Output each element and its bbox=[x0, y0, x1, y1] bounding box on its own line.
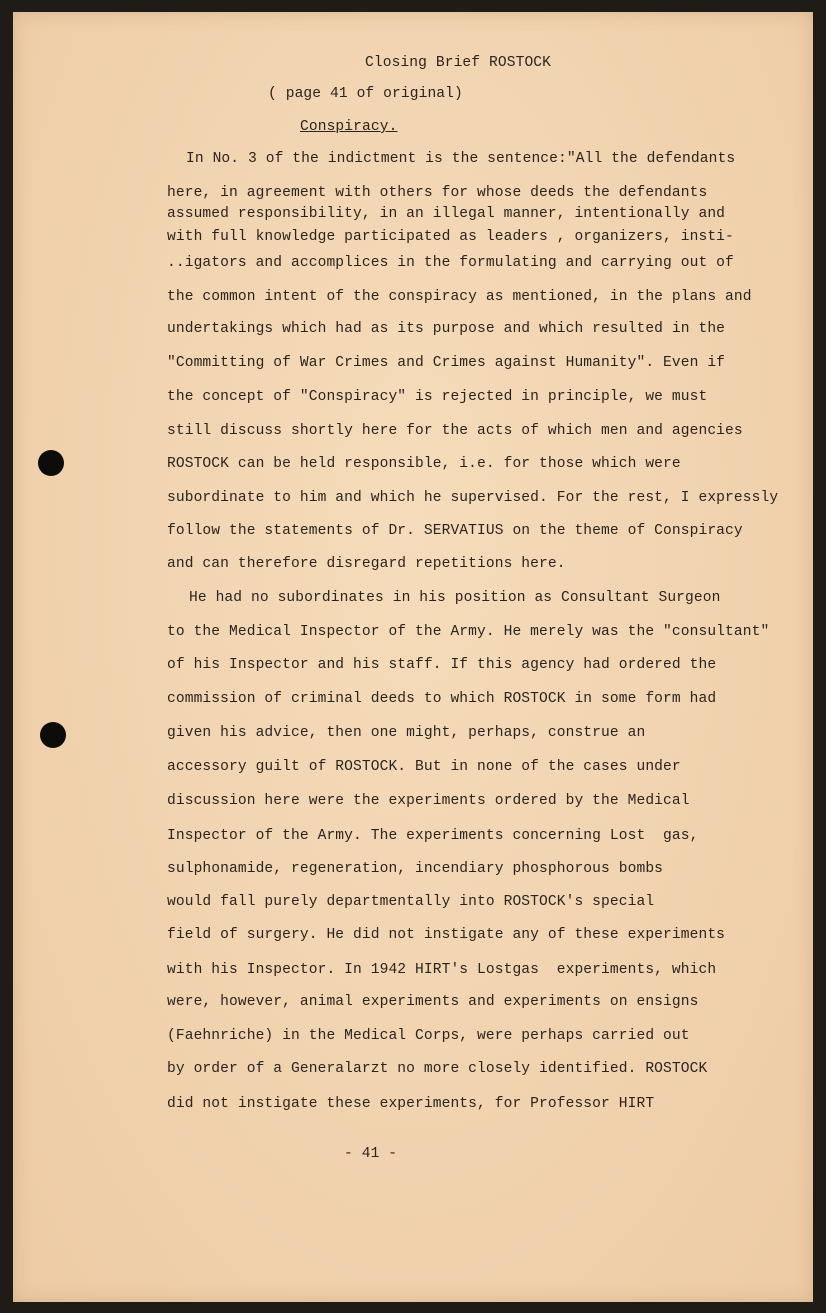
paragraph-1-line: ROSTOCK can be held responsible, i.e. for those which were bbox=[167, 456, 681, 472]
punch-hole-upper bbox=[38, 450, 64, 476]
section-title: Conspiracy. bbox=[300, 119, 398, 135]
page-note: ( page 41 of original) bbox=[268, 86, 463, 102]
paragraph-1-line: the common intent of the conspiracy as mentioned, in the plans and bbox=[167, 289, 752, 305]
paragraph-2-line: to the Medical Inspector of the Army. He merely was the "consultant" bbox=[167, 624, 770, 640]
paragraph-1-line: assumed responsibility, in an illegal manner, intentionally and bbox=[167, 206, 726, 222]
paragraph-2-line: (Faehnriche) in the Medical Corps, were perhaps carried out bbox=[167, 1028, 690, 1044]
paragraph-1-line: the concept of "Conspiracy" is rejected in principle, we must bbox=[167, 389, 708, 405]
paragraph-1-line: here, in agreement with others for whose deeds the defendants bbox=[167, 185, 708, 201]
paragraph-2-line: would fall purely departmentally into ROSTOCK's special bbox=[167, 894, 655, 910]
paragraph-2-line: did not instigate these experiments, for Professor HIRT bbox=[167, 1096, 655, 1112]
paragraph-1-line: with full knowledge participated as leaders , organizers, insti- bbox=[167, 229, 734, 245]
paragraph-2-line: of his Inspector and his staff. If this agency had ordered the bbox=[167, 657, 717, 673]
header-title: Closing Brief ROSTOCK bbox=[365, 55, 552, 71]
paragraph-2-line: were, however, animal experiments and experiments on ensigns bbox=[167, 994, 699, 1010]
paragraph-2-line: He had no subordinates in his position as Consultant Surgeon bbox=[189, 590, 721, 606]
paragraph-2-line: Inspector of the Army. The experiments concerning Lost gas, bbox=[167, 828, 699, 844]
paragraph-2-line: commission of criminal deeds to which ROSTOCK in some form had bbox=[167, 691, 717, 707]
page-number: - 41 - bbox=[344, 1146, 398, 1162]
paragraph-1-line: In No. 3 of the indictment is the sentence:"All the defendants bbox=[186, 151, 736, 167]
paragraph-2-line: accessory guilt of ROSTOCK. But in none of the cases under bbox=[167, 759, 681, 775]
paragraph-1-line: and can therefore disregard repetitions here. bbox=[167, 556, 566, 572]
punch-hole-lower bbox=[40, 722, 66, 748]
paragraph-2-line: with his Inspector. In 1942 HIRT's Lostgas experiments, which bbox=[167, 962, 717, 978]
paragraph-1-line: "Committing of War Crimes and Crimes against Humanity". Even if bbox=[167, 355, 726, 371]
paragraph-1-line: undertakings which had as its purpose and which resulted in the bbox=[167, 321, 726, 337]
paragraph-2-line: discussion here were the experiments ordered by the Medical bbox=[167, 793, 690, 809]
paragraph-2-line: field of surgery. He did not instigate any of these experiments bbox=[167, 927, 726, 943]
paragraph-1-line: follow the statements of Dr. SERVATIUS on the theme of Conspiracy bbox=[167, 523, 743, 539]
paragraph-2-line: by order of a Generalarzt no more closely identified. ROSTOCK bbox=[167, 1061, 708, 1077]
paragraph-2-line: sulphonamide, regeneration, incendiary phosphorous bombs bbox=[167, 861, 664, 877]
paragraph-1-line: still discuss shortly here for the acts of which men and agencies bbox=[167, 423, 743, 439]
paragraph-2-line: given his advice, then one might, perhaps, construe an bbox=[167, 725, 646, 741]
paragraph-1-line: subordinate to him and which he supervised. For the rest, I expressly bbox=[167, 490, 779, 506]
paragraph-1-line: ..igators and accomplices in the formulating and carrying out of bbox=[167, 255, 734, 271]
